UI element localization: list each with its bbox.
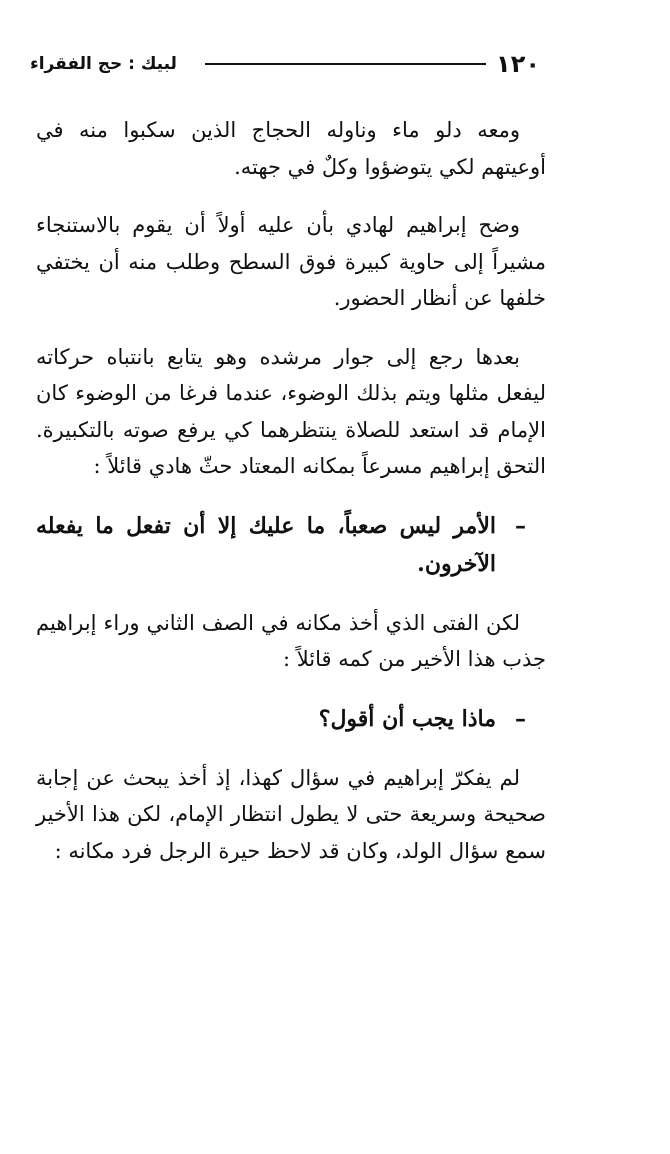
paragraph: لم يفكرّ إبراهيم في سؤال كهذا، إذ أخذ يبحث عن إجابة صحيحة وسريعة حتى لا يطول انتظار الإمام، لكن هذا الأخير سمع سؤال الولد، وكان قد لاحظ حيرة الرجل فرد مكانه : (36, 765, 546, 863)
dialogue-dash: – (515, 512, 526, 539)
header-rule (205, 63, 486, 65)
paragraph: بعدها رجع إلى جوار مرشده وهو يتابع بانتباه حركاته ليفعل مثلها ويتم بذلك الوضوء، عندما فرغا من الوضوء كان الإمام قد استعد للصلاة ينتظرهما كي يرفع صوته بالتكبيرة. التحق إبراهيم مسرعاً بمكانه المعتاد حثّ هادي قائلاً : (36, 344, 546, 478)
paragraph: لكن الفتى الذي أخذ مكانه في الصف الثاني وراء إبراهيم جذب هذا الأخير من كمه قائلاً : (36, 610, 546, 671)
dialogue-line (36, 700, 546, 738)
body-text (36, 112, 546, 891)
paragraph: وضح إبراهيم لهادي بأن عليه أولاً أن يقوم بالاستنجاء مشيراً إلى حاوية كبيرة فوق السطح وطلب منه أن يختفي خلفها عن أنظار الحضور. (36, 213, 546, 310)
dialogue-line (36, 507, 546, 583)
page-number: ١٢٠ (496, 50, 540, 78)
dialogue-text: ماذا يجب أن أقول؟ (318, 705, 496, 732)
running-title: لبيك : حج الفقراء (30, 54, 177, 74)
page-header (30, 44, 540, 84)
paragraph: ومعه دلو ماء وناوله الحجاج الذين سكبوا منه في أوعيتهم لكي يتوضؤوا وكلٌ في جهته. (36, 118, 546, 179)
dialogue-dash: – (515, 705, 526, 732)
dialogue-text: الأمر ليس صعباً، ما عليك إلا أن تفعل ما يفعله الآخرون. (36, 512, 496, 577)
